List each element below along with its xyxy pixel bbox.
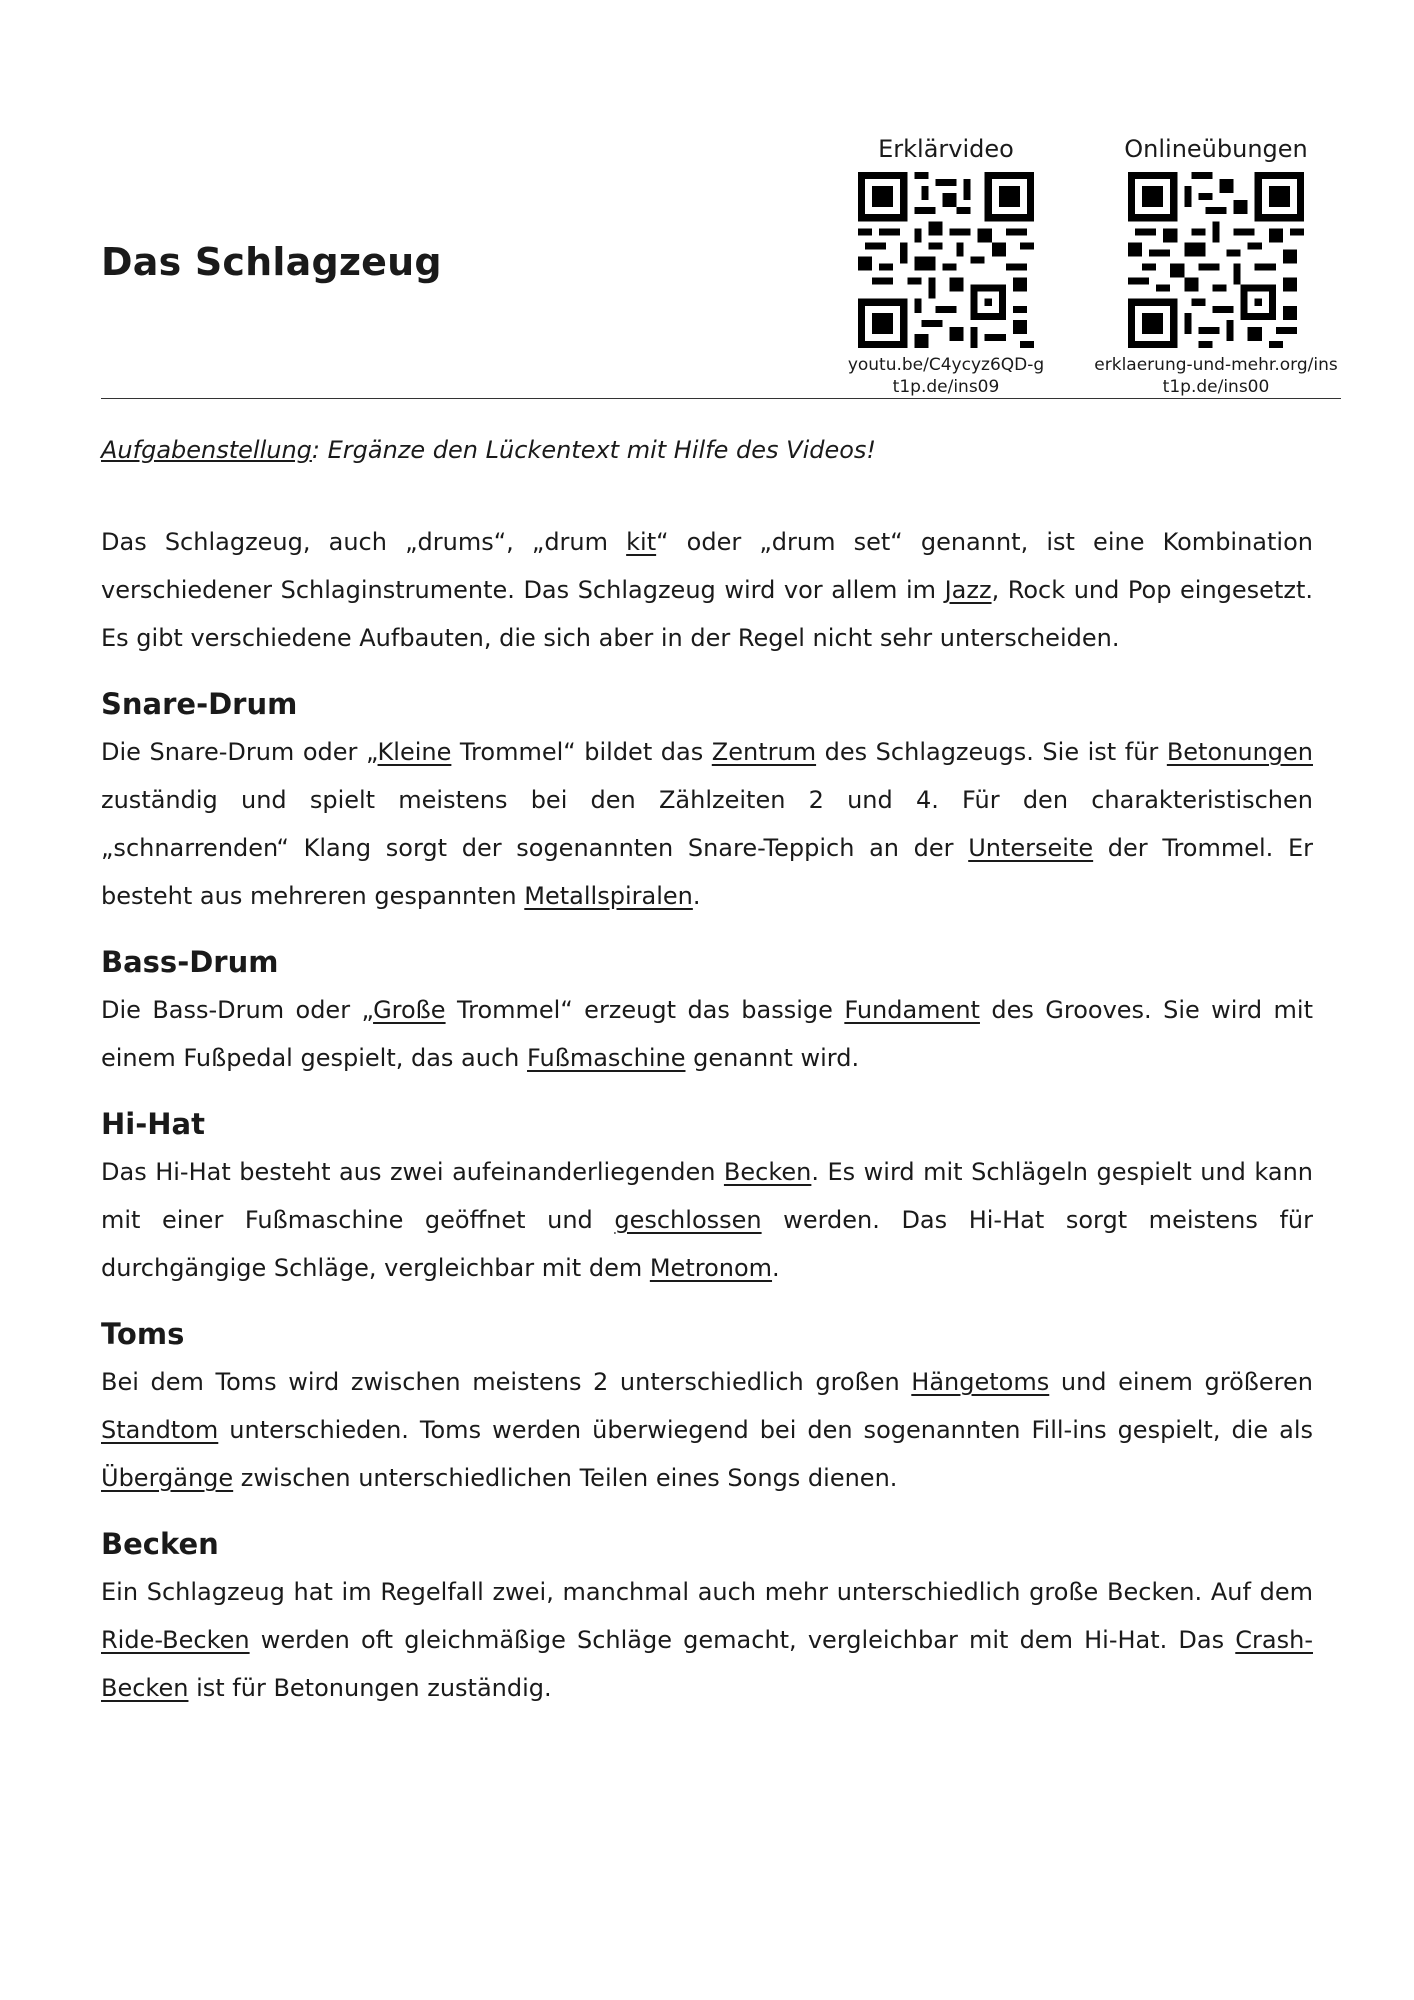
toms-text-3: unterschieden. Toms werden überwiegend bei den sogenannten Fill-ins gespielt, die als — [218, 1416, 1313, 1444]
qr-code-video-icon[interactable] — [858, 172, 1034, 348]
qr-block-erklaervideo — [826, 134, 1066, 398]
gap-jazz: Jazz — [944, 576, 992, 604]
bass-paragraph — [101, 986, 1313, 1082]
hihat-paragraph — [101, 1148, 1313, 1292]
gap-fussmaschine: Fußmaschine — [527, 1044, 686, 1072]
hihat-text-4: . — [772, 1254, 780, 1282]
heading-becken: Becken — [101, 1527, 219, 1561]
gap-geschlossen: geschlossen — [614, 1206, 762, 1234]
gap-metronom: Metronom — [649, 1254, 773, 1282]
hihat-text-1: Das Hi-Hat besteht aus zwei aufeinanderliegenden — [101, 1158, 724, 1186]
gap-unterseite: Unterseite — [968, 834, 1094, 862]
gap-haengetoms: Hängetoms — [911, 1368, 1050, 1396]
toms-text-1: Bei dem Toms wird zwischen meistens 2 unterschiedlich großen — [101, 1368, 912, 1396]
toms-paragraph — [101, 1358, 1313, 1502]
worksheet-page — [101, 0, 1338, 2000]
toms-text-2: und einem größeren — [1049, 1368, 1313, 1396]
qr-label-uebungen: Onlineübungen — [1124, 135, 1308, 163]
uebungen-link-site[interactable]: erklaerung-und-mehr.org/ins — [1094, 355, 1338, 375]
bass-text-1: Die Bass-Drum oder „ — [101, 996, 374, 1024]
heading-bass-drum: Bass-Drum — [101, 945, 279, 979]
heading-toms: Toms — [101, 1317, 185, 1351]
task-text: : Ergänze den Lückentext mit Hilfe des Videos! — [311, 436, 877, 464]
becken-text-1: Ein Schlagzeug hat im Regelfall zwei, manchmal auch mehr unterschiedlich große Becken. Auf dem — [101, 1578, 1313, 1606]
gap-uebergaenge: Übergänge — [101, 1464, 234, 1492]
bass-text-2: Trommel“ erzeugt das bassige — [445, 996, 845, 1024]
snare-text-4: zuständig und spielt meistens bei den Zählzeiten 2 und 4. Für den charakteristischen „schnarrenden“ Klang sorgt der sogenannten Snare-Teppich an der — [101, 786, 1313, 862]
video-link-short[interactable]: t1p.de/ins09 — [892, 377, 1000, 397]
page-title: Das Schlagzeug — [101, 240, 442, 284]
bass-text-3: des Grooves. Sie wird mit einem Fußpedal gespielt, das auch — [101, 996, 1314, 1072]
heading-hi-hat: Hi-Hat — [101, 1107, 205, 1141]
video-link-youtube[interactable]: youtu.be/C4ycyz6QD-g — [847, 355, 1045, 375]
intro-paragraph — [101, 518, 1313, 662]
task-instruction — [101, 432, 1313, 468]
intro-text-3: , Rock und Pop eingesetzt. Es gibt verschiedene Aufbauten, die sich aber in der Regel nicht sehr unterscheiden. — [101, 576, 1313, 652]
snare-text-2: Trommel“ bildet das — [451, 738, 712, 766]
becken-text-2: werden oft gleichmäßige Schläge gemacht, vergleichbar mit dem Hi-Hat. Das — [249, 1626, 1236, 1654]
snare-text-6: . — [692, 882, 701, 910]
gap-standtom: Standtom — [101, 1416, 219, 1444]
gap-ride-becken: Ride-Becken — [101, 1626, 250, 1654]
becken-paragraph — [101, 1568, 1313, 1712]
gap-kit: kit — [626, 528, 657, 556]
becken-text-3: ist für Betonungen zuständig. — [188, 1674, 552, 1702]
gap-zentrum: Zentrum — [711, 738, 817, 766]
gap-becken: Becken — [723, 1158, 812, 1186]
header-divider — [101, 398, 1341, 399]
qr-label-video: Erklärvideo — [878, 135, 1014, 163]
snare-text-5: der Trommel. Er besteht aus mehreren gespannten — [101, 834, 1313, 910]
intro-text-2: “ oder „drum set“ genannt, ist eine Kombination verschiedener Schlaginstrumente. Das Schlagzeug wird vor allem im — [101, 528, 1313, 604]
gap-crash-becken: Crash-Becken — [101, 1626, 1313, 1702]
task-label: Aufgabenstellung — [101, 436, 312, 464]
heading-snare-drum: Snare-Drum — [101, 687, 298, 721]
snare-text-1: Die Snare-Drum oder „ — [101, 738, 378, 766]
gap-betonungen: Betonungen — [1166, 738, 1313, 766]
snare-text-3: des Schlagzeugs. Sie ist für — [816, 738, 1167, 766]
hihat-text-3: werden. Das Hi-Hat sorgt meistens für durchgängige Schläge, vergleichbar mit dem — [101, 1206, 1313, 1282]
gap-grosse: Große — [373, 996, 446, 1024]
gap-metallspiralen: Metallspiralen — [524, 882, 693, 910]
intro-text-1: Das Schlagzeug, auch „drums“, „drum — [101, 528, 627, 556]
bass-text-4: genannt wird. — [685, 1044, 860, 1072]
qr-block-onlineuebungen — [1076, 134, 1356, 398]
gap-kleine: Kleine — [377, 738, 452, 766]
toms-text-4: zwischen unterschiedlichen Teilen eines Songs dienen. — [233, 1464, 898, 1492]
gap-fundament: Fundament — [844, 996, 980, 1024]
hihat-text-2: . Es wird mit Schlägeln gespielt und kann mit einer Fußmaschine geöffnet und — [101, 1158, 1313, 1234]
cloze-text — [101, 518, 1313, 1712]
uebungen-link-short[interactable]: t1p.de/ins00 — [1162, 377, 1270, 397]
snare-paragraph — [101, 728, 1313, 920]
qr-code-uebungen-icon[interactable] — [1128, 172, 1304, 348]
